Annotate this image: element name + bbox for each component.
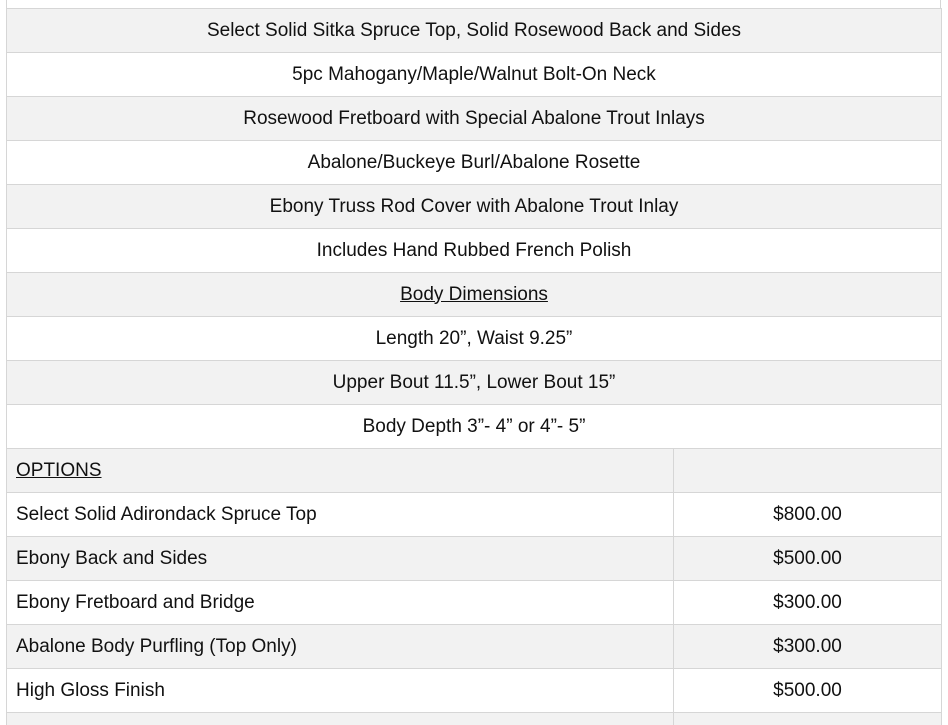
- option-name: Select Solid Adirondack Spruce Top: [7, 493, 674, 536]
- option-name: Ebony Fretboard and Bridge: [7, 581, 674, 624]
- next-row-fragment: [7, 713, 942, 725]
- option-row: [7, 581, 942, 625]
- dimension-cell: Length 20”, Waist 9.25”: [7, 317, 942, 360]
- spec-table: [6, 8, 942, 725]
- option-price: $300.00: [674, 581, 942, 624]
- spec-row: [7, 53, 942, 97]
- option-row: [7, 625, 942, 669]
- previous-row-fragment: [6, 0, 941, 8]
- spec-cell: Abalone/Buckeye Burl/Abalone Rosette: [7, 141, 942, 184]
- dimension-row: [7, 317, 942, 361]
- next-row-price-fragment: [674, 713, 942, 725]
- option-name: Ebony Back and Sides: [7, 537, 674, 580]
- option-price: $500.00: [674, 537, 942, 580]
- spec-row: [7, 141, 942, 185]
- option-row: [7, 537, 942, 581]
- options-heading: OPTIONS: [16, 459, 102, 481]
- dimension-cell: Upper Bout 11.5”, Lower Bout 15”: [7, 361, 942, 404]
- spec-cell: Ebony Truss Rod Cover with Abalone Trout Inlay: [7, 185, 942, 228]
- spec-row: [7, 97, 942, 141]
- next-row-name-fragment: [7, 713, 674, 725]
- dimension-cell: Body Depth 3”- 4” or 4”- 5”: [7, 405, 942, 448]
- spec-cell: Includes Hand Rubbed French Polish: [7, 229, 942, 272]
- option-price: $800.00: [674, 493, 942, 536]
- options-price-heading-cell: [674, 449, 942, 492]
- spec-cell: Rosewood Fretboard with Special Abalone Trout Inlays: [7, 97, 942, 140]
- body-dimensions-heading-cell: [7, 273, 942, 316]
- option-name: Abalone Body Purfling (Top Only): [7, 625, 674, 668]
- option-row: [7, 669, 942, 713]
- body-dimensions-heading-row: [7, 273, 942, 317]
- spec-cell: Select Solid Sitka Spruce Top, Solid Rosewood Back and Sides: [7, 9, 942, 52]
- option-price: $300.00: [674, 625, 942, 668]
- spec-row: [7, 9, 942, 53]
- dimension-row: [7, 361, 942, 405]
- dimension-row: [7, 405, 942, 449]
- spec-row: [7, 229, 942, 273]
- option-name: High Gloss Finish: [7, 669, 674, 712]
- option-row: [7, 493, 942, 537]
- body-dimensions-heading: Body Dimensions: [400, 283, 548, 305]
- spec-cell: 5pc Mahogany/Maple/Walnut Bolt-On Neck: [7, 53, 942, 96]
- options-heading-cell: [7, 449, 674, 492]
- spec-row: [7, 185, 942, 229]
- option-price: $500.00: [674, 669, 942, 712]
- options-heading-row: [7, 449, 942, 493]
